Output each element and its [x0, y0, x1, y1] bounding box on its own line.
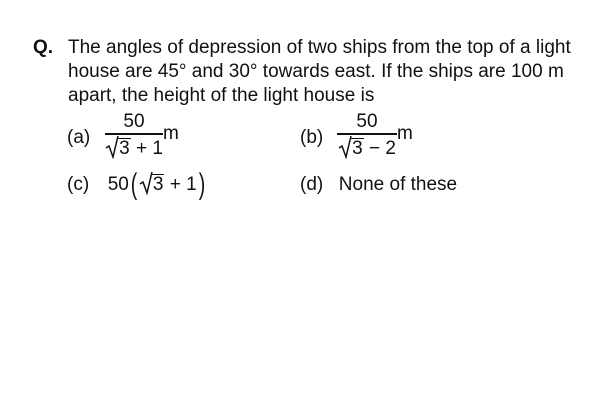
option-d-tag: (d) [300, 174, 324, 195]
option-c-radicand: 3 [152, 174, 164, 195]
radical-sign [105, 137, 131, 161]
option-b-unit: m [397, 123, 413, 144]
question-line: The angles of depression of two ships from the top of a light [68, 37, 571, 58]
option-a-radicand: 3 [119, 138, 130, 159]
option-a-numerator: 50 [123, 111, 145, 132]
question-line: house are 45° and 30° towards east. If the ships are 100 m [68, 61, 564, 82]
option-a [67, 110, 187, 165]
option-c [67, 168, 207, 201]
option-a-fraction [105, 110, 163, 165]
option-c-coefficient: 50 [107, 174, 129, 195]
option-b-numerator: 50 [356, 111, 378, 132]
option-b-den-rest: − 2 [363, 138, 396, 159]
radical-sign [139, 173, 165, 197]
open-paren: ( [130, 168, 138, 201]
option-c-rest: + 1 [164, 174, 197, 195]
option-b [300, 110, 430, 165]
radical-sign [338, 137, 364, 161]
radical-icon [139, 171, 153, 195]
radical-icon [105, 135, 119, 159]
question-label: Q. [33, 37, 54, 58]
option-b-denominator [337, 137, 397, 161]
question-text [68, 36, 588, 108]
option-a-unit: m [163, 123, 179, 144]
option-c-tag: (c) [67, 174, 90, 195]
option-b-radicand: 3 [352, 138, 363, 159]
question-line: apart, the height of the light house is [68, 85, 375, 106]
close-paren: ) [198, 168, 205, 201]
radical-icon [338, 135, 352, 159]
option-d-text: None of these [338, 174, 458, 195]
option-a-denominator [105, 137, 163, 161]
option-d [300, 173, 457, 197]
option-a-tag: (a) [67, 127, 91, 148]
option-b-tag: (b) [300, 127, 324, 148]
option-b-fraction [337, 110, 397, 165]
option-a-den-rest: + 1 [130, 138, 163, 159]
